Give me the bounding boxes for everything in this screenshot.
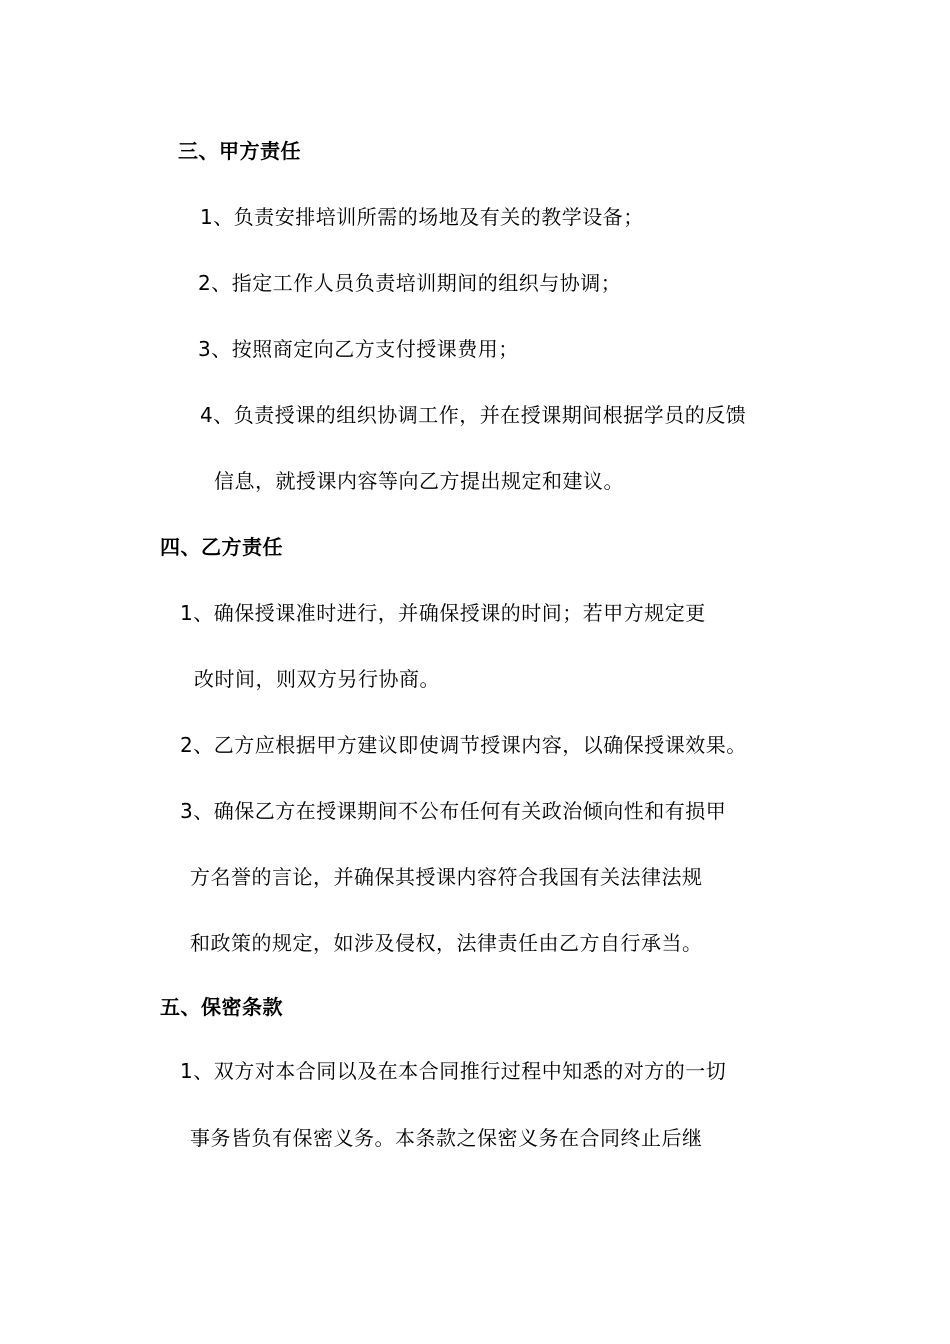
paragraph-line: 4、负责授课的组织协调工作，并在授课期间根据学员的反馈 <box>200 403 747 427</box>
paragraph-line: 1、双方对本合同以及在本合同推行过程中知悉的对方的一切 <box>180 1059 727 1083</box>
section-heading-5: 五、保密条款 <box>160 995 283 1019</box>
paragraph-line: 事务皆负有保密义务。本条款之保密义务在合同终止后继 <box>190 1126 703 1150</box>
paragraph-line: 方名誉的言论，并确保其授课内容符合我国有关法律法规 <box>190 865 703 889</box>
paragraph-line: 和政策的规定，如涉及侵权，法律责任由乙方自行承当。 <box>190 931 703 955</box>
paragraph-line: 1、确保授课准时进行，并确保授课的时间；若甲方规定更 <box>180 601 706 625</box>
paragraph-line: 2、指定工作人员负责培训期间的组织与协调； <box>198 271 622 295</box>
paragraph-line: 3、按照商定向乙方支付授课费用； <box>198 337 519 361</box>
section-heading-3: 三、甲方责任 <box>178 139 301 163</box>
paragraph-line: 1、负责安排培训所需的场地及有关的教学设备； <box>200 205 644 229</box>
section-heading-4: 四、乙方责任 <box>160 535 283 559</box>
paragraph-line: 2、乙方应根据甲方建议即使调节授课内容，以确保授课效果。 <box>180 733 747 757</box>
paragraph-line: 改时间，则双方另行协商。 <box>194 667 440 691</box>
paragraph-line: 信息，就授课内容等向乙方提出规定和建议。 <box>214 469 624 493</box>
paragraph-line: 3、确保乙方在授课期间不公布任何有关政治倾向性和有损甲 <box>180 799 727 823</box>
